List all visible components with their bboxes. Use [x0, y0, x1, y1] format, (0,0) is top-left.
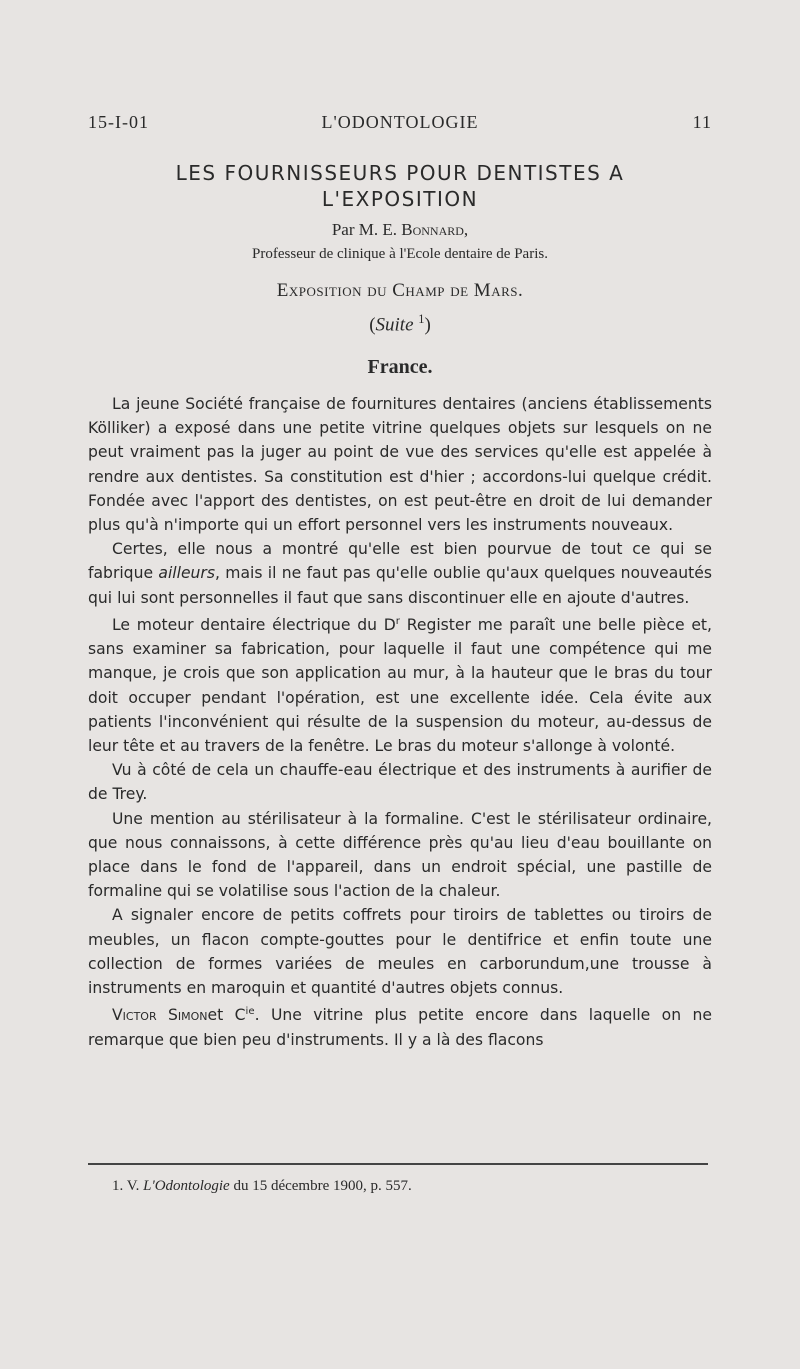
title-line-2: L'EXPOSITION [321, 187, 479, 211]
section-heading: France. [367, 356, 433, 378]
paragraph-4: Vu à côté de cela un chauffe-eau électrique et des instruments à aurifier de de Trey. [88, 761, 712, 804]
paragraph-6: A signaler encore de petits coffrets pour tiroirs de tablettes ou tiroirs de meubles, un flacon compte-gouttes pour le dentifrice et enfin toute une collection de formes variées de meules en carborundum,une trousse à instruments en maroquin et quantité d'autres objets connus. [88, 906, 712, 998]
suite-note: (Suite $^1$) [369, 312, 431, 336]
paragraph-5: Une mention au stérilisateur à la formaline. C'est le stérilisateur ordinaire, que nous connaissons, à cette différence près qu'au lieu d'eau bouillante on place dans le fond de l'appareil, dans un endroit spécial, une pastille de formaline qui se volatilise sous l'action de la chaleur. [88, 809, 712, 901]
byline-par: Par M. E. [331, 220, 397, 239]
title-line-1: LES FOURNISSEURS POUR DENTISTES A [175, 161, 625, 185]
journal-title: L'ODONTOLOGIE [321, 112, 479, 132]
footnote-journal: L'Odontologie [143, 1178, 230, 1194]
footnote-ref: 1 [418, 312, 425, 326]
paragraph-7: Victor Simonet $C^{ie}$. Une vitrine plus petite encore dans laquelle on ne remarque que bien peu d'instruments. Il y a là des flacons [88, 1006, 712, 1049]
issue-date: 15-I-01 [88, 112, 149, 132]
paragraph-1: La jeune Société française de fournitures dentaires (anciens établissements Kölliker) a exposé dans une petite vitrine quelques objets sur lesquels on ne peut vraiment pas la juger au point de vue des services qu'elle est appelée à rendre aux dentistes. Sa constitution est d'hier ; accordons-lui quelque crédit. Fondée avec l'apport des dentistes, on est peut-être en droit de lui demander plus qu'à n'importe qui un effort personnel vers les instruments nouveaux. [88, 395, 712, 535]
paragraph-2: Certes, elle nous a montré qu'elle est bien pourvue de tout ce qui se fabrique ailleurs, mais il ne faut pas qu'elle oublie qu'aux quelques nouveautés qui lui sont personnelles il faut que sans discontinuer elle en ajoute d'autres. [88, 540, 712, 607]
footnote: 1. V. L'Odontologie du 15 décembre 1900, p. 557. [112, 1178, 412, 1194]
footnote-divider [88, 1163, 708, 1165]
emphasis: ailleurs [158, 564, 215, 583]
paragraph-3: Le moteur dentaire électrique du $D^r$ Register me paraît une belle pièce et, sans examiner sa fabrication, pour laquelle il faut une compétence qui me manque, je crois que son application au mur, à la hauteur que le bras du tour doit occuper pendant l'opération, est une excellente idée. Cela évite aux patients l'inconvénient qui résulte de la suspension du moteur, au-dessus de leur tête et au travers de la fenêtre. Le bras du moteur s'allonge à volonté. [88, 615, 712, 756]
suite-label: Suite [375, 314, 414, 336]
article-body [88, 392, 712, 1052]
author-name: Bonnard, [401, 220, 469, 239]
byline [88, 220, 712, 240]
page-number: 11 [692, 112, 712, 132]
article-title [88, 160, 712, 212]
exposition-subhead: Exposition du Champ de Mars. [276, 280, 524, 301]
company-name: Victor Simon [112, 1006, 208, 1025]
author-affiliation: Professeur de clinique à l'Ecole dentaire de Paris. [252, 246, 548, 262]
running-head [88, 112, 712, 138]
